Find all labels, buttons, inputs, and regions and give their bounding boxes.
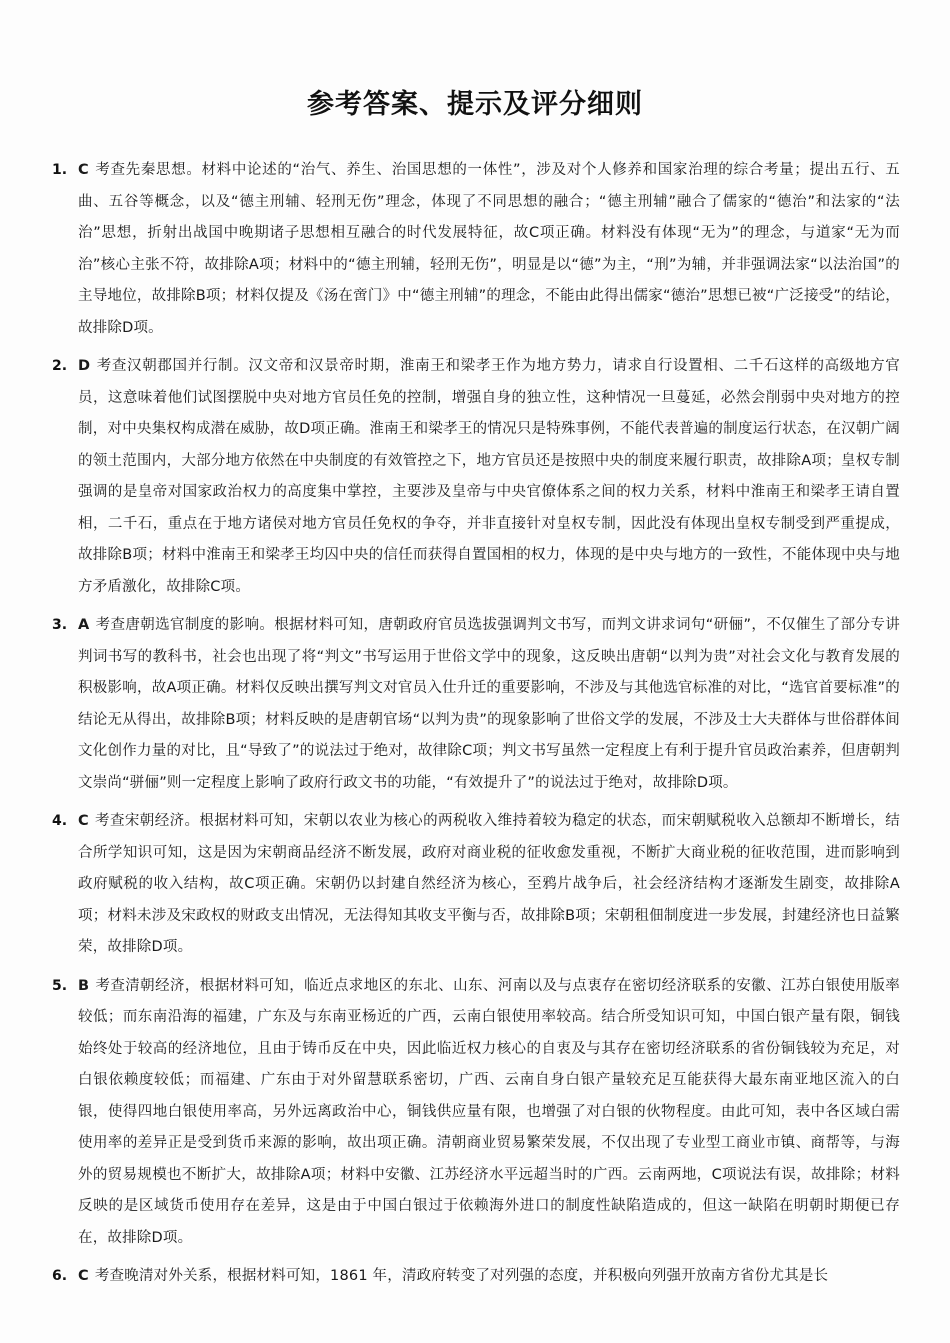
page-title: 参考答案、提示及评分细则 [307, 89, 643, 120]
answer-body [78, 610, 900, 799]
answer-body [78, 351, 900, 603]
answer-number: 1. [52, 162, 68, 178]
answer-item-5 [52, 971, 900, 1255]
answer-text: 考查汉朝郡国并行制。汉文帝和汉景帝时期，淮南王和梁孝王作为地方势力，请求自行设置相、二千石这样的高级地方官员，这意味着他们试图摆脱中央对地方官员任免的控制，增强自身的独立性，这种情况一旦蔓延，必然会削弱中央对地方的控制，对中央集权构成潜在威胁，故D项正确。淮南王和梁孝王的情况只是特殊事例，不能代表普遍的制度运行状态，在汉朝广阔的领土范围内，大部分地方依然在中央制度的有效管控之下，地方官员还是按照中央的制度来履行职责，故排除A项；皇权专制强调的是皇帝对国家政治权力的高度集中掌控，主要涉及皇帝与中央官僚体系之间的权力关系，材料中淮南王和梁孝王请自置相，二千石，重点在于地方诸侯对地方官员任免权的争夺，并非直接针对皇权专制，因此没有体现出皇权专制受到严重提成，故排除B项；材料中淮南王和梁孝王均囚中央的信任而获得自置国相的权力，体现的是中央与地方的一致性，不能体现中央与地方矛盾激化，故排除C项。 [78, 358, 900, 595]
answer-number: 2. [52, 358, 68, 374]
answer-choice: C [78, 813, 89, 829]
answer-text: 考查晚清对外关系，根据材料可知，1861 年，清政府转变了对列强的态度，并积极向列强开放南方省份尤其是长 [94, 1268, 829, 1284]
answer-body [78, 971, 900, 1255]
answer-choice: C [78, 162, 89, 178]
answer-number: 4. [52, 813, 68, 829]
answer-number: 6. [52, 1268, 68, 1284]
answer-body [78, 1261, 900, 1293]
answer-list [52, 155, 900, 1300]
answer-text: 考查清朝经济，根据材料可知，临近点求地区的东北、山东、河南以及与点衷存在密切经济联系的安徽、江苏白银使用版率较低；而东南沿海的福建，广东及与东南亚杨近的广西，云南白银使用率较高。结合所受知识可知，中国白银产量有限，铜钱始终处于较高的经济地位，且由于铸币反在中央，因此临近权力核心的自衷及与其存在密切经济联系的省份铜钱较为充足，对白银依赖度较低；而福建、广东由于对外留慧联系密切，广西、云南自身白银产量较充足互能获得大最东南亚地区流入的白银，使得四地白银使用率高，另外远离政治中心，铜钱供应量有限，也增强了对白银的伙物程度。由此可知，表中各区域白需使用率的差异正是受到货币来源的影响，故出项正确。清朝商业贸易繁荣发展，不仅出现了专业型工商业市镇、商帮等，与海外的贸易规模也不断扩大，故排除A项；材料中安徽、江苏经济水平远超当时的广西。云南两地，C项说法有误，故排除；材料反映的是区域货币使用存在差异，这是由于中国白银过于依赖海外进口的制度性缺陷造成的，但这一缺陷在明朝时期便已存在，故排除D项。 [78, 977, 900, 1246]
answer-item-6 [52, 1261, 900, 1293]
answer-item-4 [52, 806, 900, 964]
answer-choice: B [78, 977, 90, 994]
answer-choice: D [78, 358, 91, 374]
answer-number: 3. [52, 617, 68, 633]
answer-item-2 [52, 351, 900, 603]
answer-choice: A [78, 617, 90, 633]
answer-choice: C [78, 1268, 89, 1284]
answer-number: 5. [52, 977, 68, 994]
answer-item-1 [52, 155, 900, 344]
answer-text: 考查唐朝选官制度的影响。根据材料可知，唐朝政府官员选拔强调判文书写，而判文讲求词句“研俪”，不仅催生了部分专讲判词书写的教科书，社会也出现了将“判文”书写运用于世俗文学中的现象，这反映出唐朝“以判为贵”对社会文化与教育发展的积极影响，故A项正确。材料仅反映出撰写判文对官员入仕升迁的重要影响，不涉及与其他选官标准的对比，“选官首要标准”的结论无从得出，故排除B项；材料反映的是唐朝官场“以判为贵”的现象影响了世俗文学的发展，不涉及士大夫群体与世俗群体间文化创作力量的对比，且“导致了”的说法过于绝对，故律除C项；判文书写虽然一定程度上有利于提升官员政治素养，但唐朝判文崇尚“骈俪”则一定程度上影响了政府行政文书的功能，“有效提升了”的说法过于绝对，故排除D项。 [78, 617, 900, 791]
answer-body [78, 155, 900, 344]
answer-text: 考查宋朝经济。根据材料可知，宋朝以农业为核心的两税收入维持着较为稳定的状态，而宋朝赋税收入总额却不断增长，结合所学知识可知，这是因为宋朝商品经济不断发展，政府对商业税的征收愈发重视，不断扩大商业税的征收范围，进而影响到政府赋税的收入结构，故C项正确。宋朝仍以封建自然经济为核心，至鸦片战争后，社会经济结构才逐渐发生剧变，故排除A项；材料未涉及宋政权的财政支出情况，无法得知其收支平衡与否，故排除B项；宋朝租佃制度进一步发展，封建经济也日益繁荣，故排除D项。 [78, 813, 900, 955]
answer-text: 考查先秦思想。材料中论述的“治气、养生、治国思想的一体性”，涉及对个人修养和国家治理的综合考量；提出五行、五曲、五谷等概念，以及“德主刑辅、轻刑无伤”理念，体现了不同思想的融合；“德主刑辅”融合了儒家的“德治”和法家的“法治”思想，折射出战国中晚期诸子思想相互融合的时代发展特征，故C项正确。材料没有体现“无为”的理念，与道家“无为而治”核心主张不符，故排除A项；材料中的“德主刑辅，轻刑无伤”，明显是以“德”为主，“刑”为辅，并非强调法家“以法治国”的主导地位，故排除B项；材料仅提及《汤在啻门》中“德主刑辅”的理念，不能由此得出儒家“德治”思想已被“广泛接受”的结论，故排除D项。 [78, 162, 900, 336]
answer-item-3 [52, 610, 900, 799]
answer-body [78, 806, 900, 964]
